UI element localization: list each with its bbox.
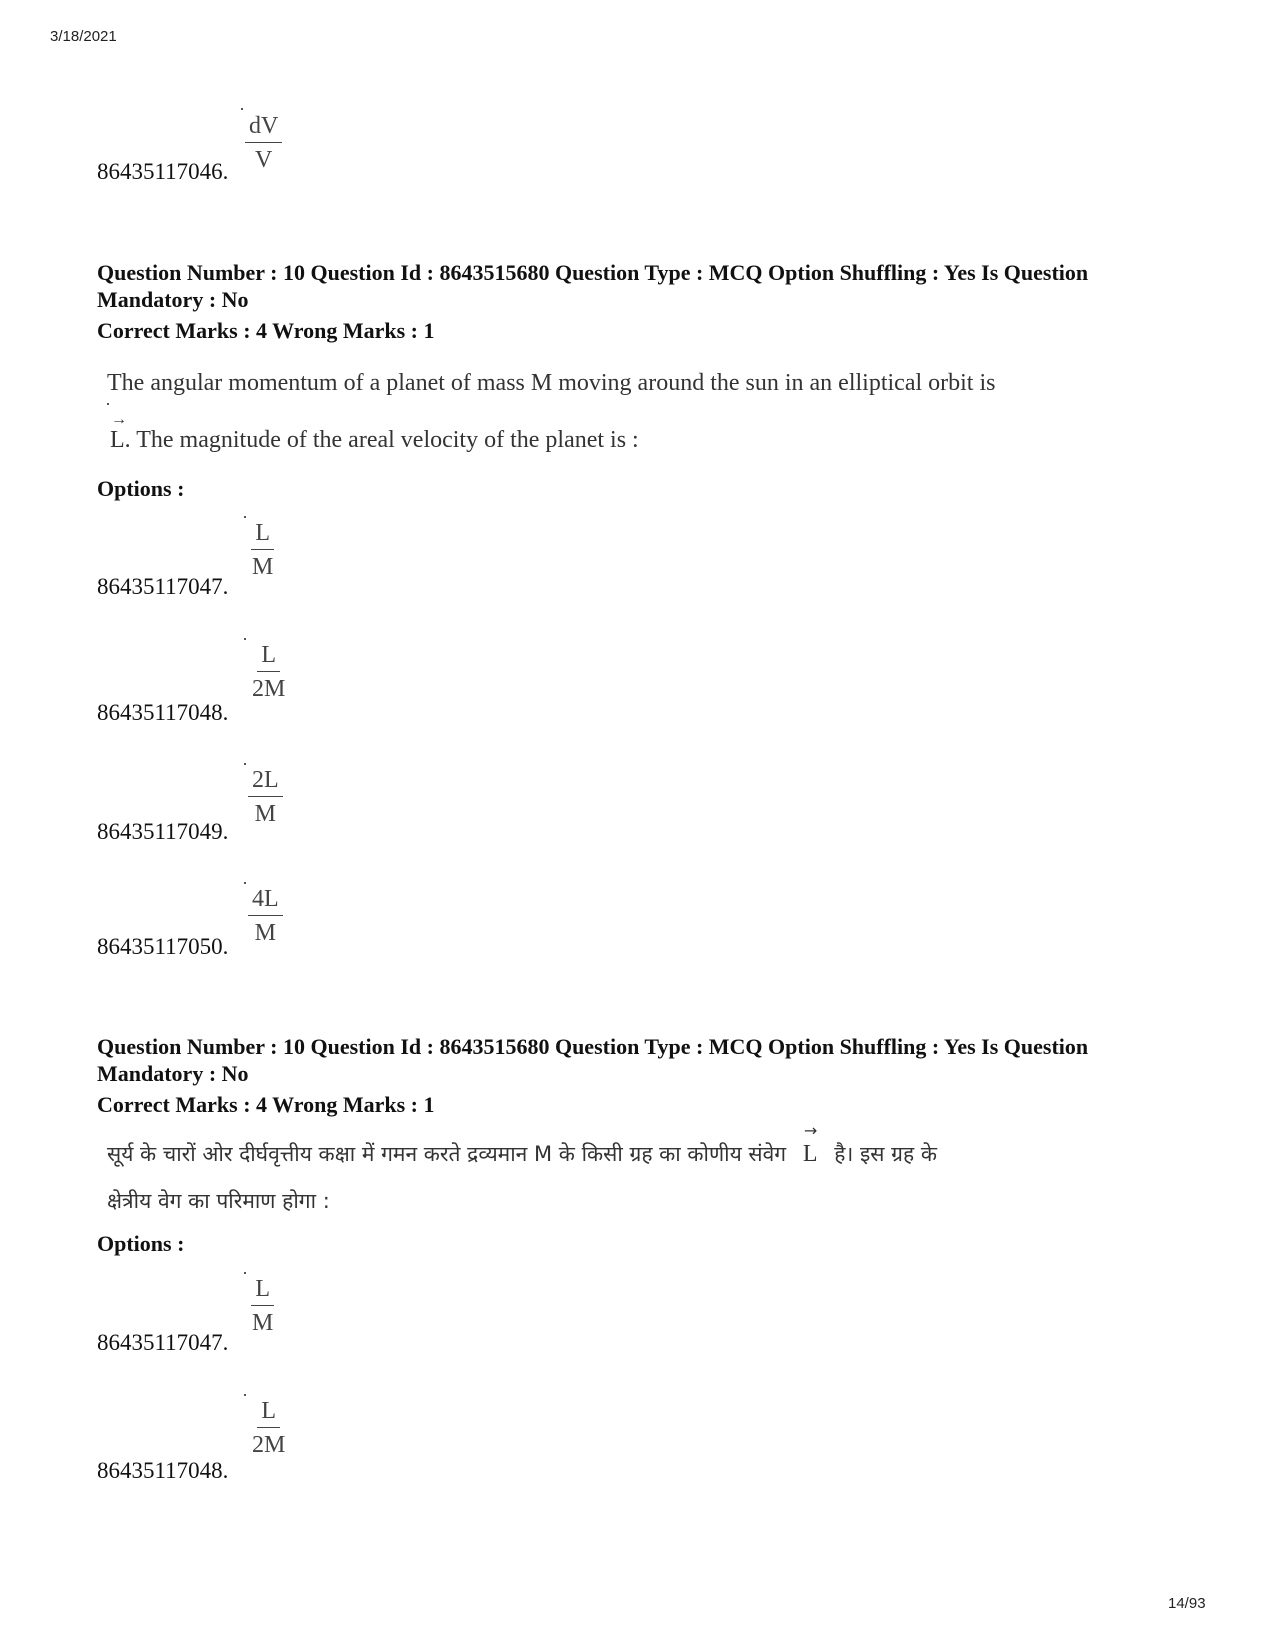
option-id: 86435117048.	[97, 700, 229, 725]
question-header: Question Number : 10 Question Id : 8643515680 Question Type : MCQ Option Shuffling : Yes Is Question Mandatory : No	[97, 260, 1089, 312]
option-id: 86435117049.	[97, 819, 229, 844]
option-id: 86435117050.	[97, 934, 229, 959]
question-text-line2: → L. The magnitude of the areal velocity of the planet is :	[110, 423, 639, 457]
tick-mark	[244, 1394, 246, 1396]
options-label: Options :	[97, 476, 185, 501]
question-marks: Correct Marks : 4 Wrong Marks : 1	[97, 1092, 435, 1117]
tick-mark	[241, 108, 243, 110]
tick-mark	[244, 1272, 246, 1274]
option-fraction: $\frac{4L}{M}$	[248, 887, 283, 945]
tick-mark	[244, 882, 246, 884]
option-fraction: $\frac{L}{M}$	[252, 1276, 274, 1336]
print-date: 3/18/2021	[50, 28, 117, 45]
option-fraction: $\frac{2L}{M}$	[248, 768, 283, 826]
option-fraction: $\frac{L}{2M}$	[252, 642, 286, 702]
option-fraction: $\frac{dV}{V}$	[245, 114, 282, 172]
question-text-line2: क्षेत्रीय वेग का परिमाण होगा :	[107, 1189, 330, 1213]
tick-mark	[244, 638, 246, 640]
tick-mark	[107, 403, 109, 405]
option-fraction: $\frac{L}{M}$	[252, 520, 274, 580]
tick-mark	[244, 516, 246, 518]
option-id: 86435117046.	[97, 159, 229, 184]
tick-mark	[244, 763, 246, 765]
question-marks: Correct Marks : 4 Wrong Marks : 1	[97, 318, 435, 343]
vector-symbol: → L	[802, 1121, 818, 1167]
option-id: 86435117047.	[97, 1330, 229, 1355]
option-id: 86435117047.	[97, 574, 229, 599]
options-label: Options :	[97, 1231, 185, 1256]
page-number: 14/93	[1168, 1595, 1206, 1612]
option-id: 86435117048.	[97, 1458, 229, 1483]
question-header: Question Number : 10 Question Id : 8643515680 Question Type : MCQ Option Shuffling : Yes Is Question Mandatory : No	[97, 1034, 1089, 1086]
question-text-line1: सूर्य के चारों ओर दीर्घवृत्तीय कक्षा में गमन करते द्रव्यमान M के किसी ग्रह का कोणीय संवेग → L है। इस ग्रह के	[107, 1121, 937, 1167]
question-text-line1: The angular momentum of a planet of mass M moving around the sun in an elliptical orbit is	[107, 370, 996, 396]
vector-symbol: → L	[110, 411, 127, 453]
option-fraction: $\frac{L}{2M}$	[252, 1398, 286, 1458]
